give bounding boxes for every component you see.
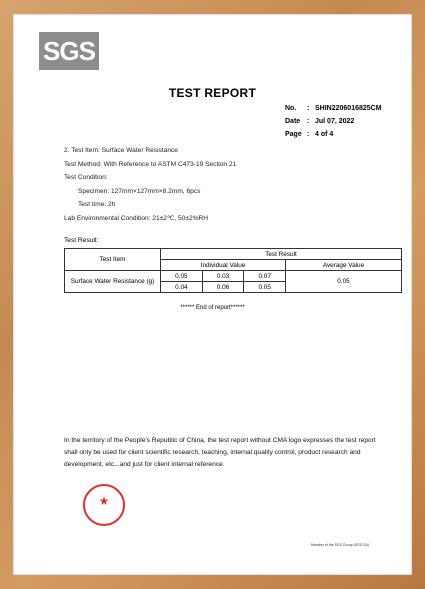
- sgs-logo-text: SGS: [43, 36, 95, 66]
- row-label: Surface Water Resistance (g): [65, 271, 161, 293]
- specimen-line: Specimen: 127mm×127mm×8.2mm, 6pcs: [78, 187, 201, 195]
- average-cell: 0.05: [286, 271, 402, 293]
- end-of-report: ****** End of report******: [180, 305, 245, 311]
- header-test-item: Test Item: [65, 249, 161, 271]
- meta-value-date: Jul 07, 2022: [315, 118, 355, 125]
- meta-key-date: Date: [285, 118, 301, 125]
- value-cell: 0.07: [244, 271, 286, 282]
- sgs-logo: [39, 32, 99, 70]
- test-item-line: 2. Test Item: Surface Water Resistance: [64, 147, 178, 154]
- report-title: TEST REPORT: [168, 86, 257, 100]
- test-result-label: Test Result:: [64, 237, 99, 244]
- meta-key-no: No.: [285, 105, 297, 112]
- star-icon: ★: [98, 494, 110, 508]
- test-method-line: Test Method: With Reference to ASTM C473-19 Section 21: [64, 160, 237, 168]
- value-cell: 0.05: [161, 271, 203, 282]
- header-test-result: Test Result: [161, 249, 402, 260]
- meta-key-page: Page: [285, 131, 302, 138]
- value-cell: 0.04: [161, 282, 203, 293]
- header-individual: Individual Value: [161, 260, 286, 271]
- meta-value-page: 4 of 4: [315, 131, 334, 138]
- report-meta: No. : SHIN2206016825CM Date : Jul 07, 2022 Page : 4 of 4: [285, 102, 382, 141]
- result-table: [64, 248, 402, 293]
- cma-note: In the territory of the People's Republic of China, the test report without CMA logo expresses the test report shall only be used for client scientific research, teaching, internal quality control, product research and development, etc...and just for client internal reference.: [64, 437, 376, 468]
- value-cell: 0.05: [244, 282, 286, 293]
- meta-value-no: SHIN2206016825CM: [315, 105, 382, 112]
- value-cell: 0.06: [202, 282, 244, 293]
- test-time-line: Test time: 2h: [78, 201, 116, 208]
- value-cell: 0.03: [202, 271, 244, 282]
- lab-condition-line: Lab Environmental Condition: 21±2℃, 50±2%RH: [64, 214, 209, 222]
- header-average: Average Value: [286, 260, 402, 271]
- test-description: [64, 144, 236, 225]
- test-condition-line: Test Condition:: [64, 174, 108, 181]
- report-page: [13, 14, 412, 575]
- member-line: Member of the SGS Group (SGS SA): [311, 543, 369, 547]
- company-seal: [83, 484, 125, 526]
